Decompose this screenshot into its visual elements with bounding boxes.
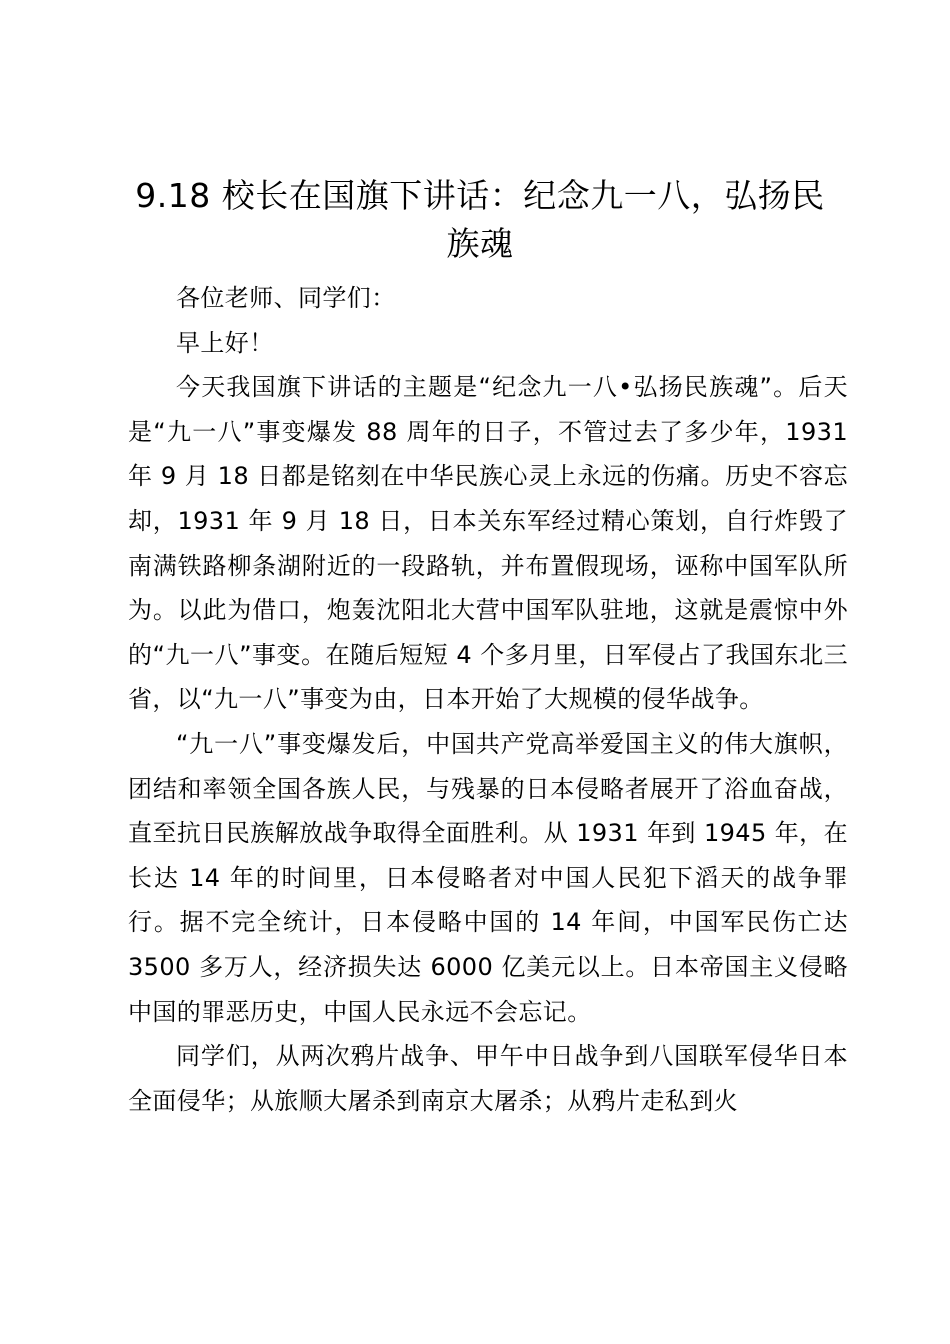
body-paragraph: “九一八”事变爆发后，中国共产党高举爱国主义的伟大旗帜，团结和率领全国各族人民，与残暴的日本侵略者展开了浴血奋战，直至抗日民族解放战争取得全面胜利。从 1931 年到 1945 年，在长达 14 年的时间里，日本侵略者对中国人民犯下滔天的战争罪行。据不完全统计，日本侵略中国的 14 年间，中国军民伤亡达 3500 多万人，经济损失达 6000 亿美元以上。日本帝国主义侵略中国的罪恶历史，中国人民永远不会忘记。 (128, 729, 848, 1026)
greeting-paragraph: 早上好！ (176, 328, 274, 357)
document-title: 9.18 校长在国旗下讲话：纪念九一八，弘扬民族魂 (135, 176, 825, 263)
body-paragraph: 今天我国旗下讲话的主题是“纪念九一八•弘扬民族魂”。后天是“九一八”事变爆发 88 周年的日子，不管过去了多少年，1931 年 9 月 18 日都是铭刻在中华民族心灵上永远的伤痛。历史不容忘却，1931 年 9 月 18 日，日本关东军经过精心策划，自行炸毁了南满铁路柳条湖附近的一段路轨，并布置假现场，诬称中国军队所为。以此为借口，炮轰沈阳北大营中国军队驻地，这就是震惊中外的“九一八”事变。在随后短短 4 个多月里，日军侵占了我国东北三省，以“九一八”事变为由，日本开始了大规模的侵华战争。 (128, 373, 848, 714)
salutation-paragraph: 各位老师、同学们： (176, 284, 396, 312)
body-paragraph: 同学们，从两次鸦片战争、甲午中日战争到八国联军侵华日本全面侵华；从旅顺大屠杀到南京大屠杀；从鸦片走私到火 (128, 1042, 848, 1115)
document-body (128, 276, 848, 1123)
